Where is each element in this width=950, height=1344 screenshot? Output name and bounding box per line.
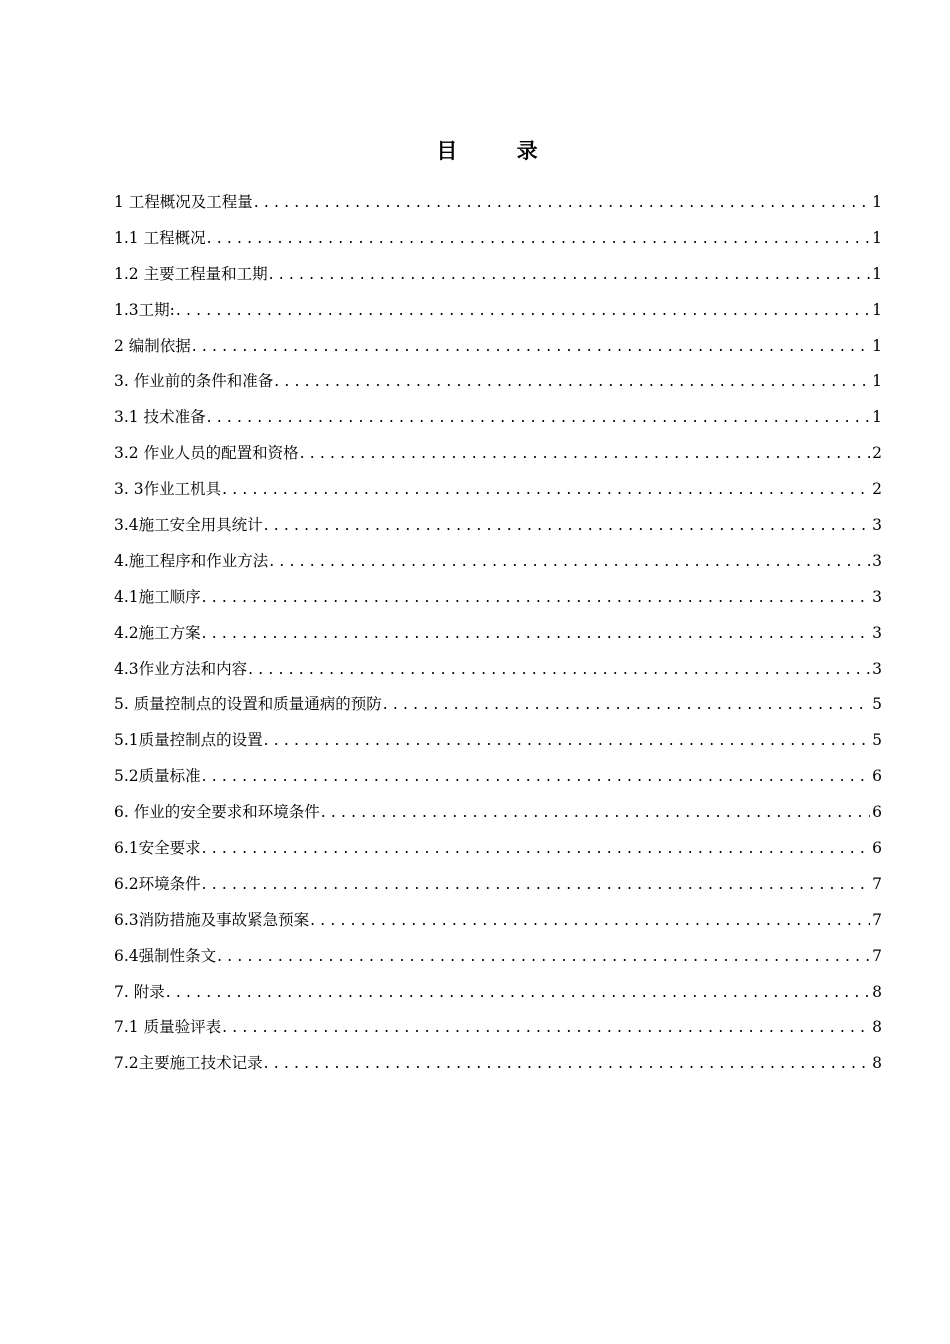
toc-entry[interactable]: [114, 331, 882, 367]
toc-entry-page: 5: [872, 731, 882, 750]
toc-entry-page: 1: [872, 228, 882, 247]
toc-entry[interactable]: [114, 474, 882, 510]
toc-entry-label: 7.1 质量验评表: [114, 1018, 222, 1037]
toc-entry-page: 3: [872, 516, 882, 535]
toc-entry[interactable]: [114, 187, 882, 223]
toc-entry-page: 7: [872, 874, 882, 893]
toc-entry-page: 3: [872, 587, 882, 606]
toc-entry-page: 1: [872, 193, 882, 211]
toc-dot-leader: [191, 331, 870, 361]
toc-entry[interactable]: [114, 582, 882, 618]
toc-entry-label: 3.4施工安全用具统计: [114, 516, 263, 535]
toc-entry-page: 1: [872, 264, 882, 283]
toc-entry-label: 3. 作业前的条件和准备: [114, 372, 274, 391]
toc-dot-leader: [201, 833, 870, 863]
toc-entry-label: 3. 3作业工机具: [114, 480, 222, 499]
toc-entry-page: 1: [872, 372, 882, 391]
toc-entry[interactable]: [114, 689, 882, 725]
toc-entry-page: 2: [872, 444, 882, 463]
toc-entry-page: 1: [872, 408, 882, 427]
toc-entry-label: 1.3工期:: [114, 300, 175, 319]
toc-entry[interactable]: [114, 725, 882, 761]
toc-entry-page: 5: [872, 695, 882, 714]
toc-dot-leader: [268, 546, 870, 576]
toc-dot-leader: [165, 977, 870, 1007]
toc-entry[interactable]: [114, 295, 882, 331]
toc-entry-label: 1 工程概况及工程量: [114, 193, 253, 211]
toc-entry[interactable]: [114, 1012, 882, 1048]
toc-entry[interactable]: [114, 510, 882, 546]
toc-entry-label: 5. 质量控制点的设置和质量通病的预防: [114, 695, 382, 714]
toc-entry-label: 6.4强制性条文: [114, 946, 217, 965]
toc-dot-leader: [247, 654, 870, 684]
toc-entry-page: 1: [872, 336, 882, 355]
toc-entry-label: 6. 作业的安全要求和环境条件: [114, 803, 320, 822]
toc-entry-page: 1: [872, 300, 882, 319]
toc-entry[interactable]: [114, 797, 882, 833]
toc-entry-label: 1.1 工程概况: [114, 228, 206, 247]
toc-dot-leader: [263, 725, 870, 755]
toc-entry-page: 3: [872, 623, 882, 642]
toc-dot-leader: [206, 223, 871, 253]
toc-entry-label: 3.2 作业人员的配置和资格: [114, 444, 299, 463]
toc-entry-label: 3.1 技术准备: [114, 408, 206, 427]
toc-entry[interactable]: [114, 438, 882, 474]
toc-entry-label: 7.2主要施工技术记录: [114, 1054, 263, 1073]
toc-entry-label: 6.1安全要求: [114, 839, 201, 858]
toc-entry[interactable]: [114, 366, 882, 402]
toc-dot-leader: [320, 797, 870, 827]
toc-entry-page: 8: [872, 1018, 882, 1037]
toc-dot-leader: [382, 689, 870, 719]
toc-dot-leader: [206, 402, 871, 432]
toc-entry-page: 6: [872, 839, 882, 858]
toc-entry-label: 4.2施工方案: [114, 623, 201, 642]
toc-dot-leader: [201, 582, 870, 612]
toc-entry[interactable]: [114, 761, 882, 797]
toc-entry[interactable]: [114, 223, 882, 259]
toc-entry[interactable]: [114, 618, 882, 654]
toc-dot-leader: [201, 869, 870, 899]
toc-entry-label: 5.1质量控制点的设置: [114, 731, 263, 750]
toc-dot-leader: [221, 1012, 870, 1042]
toc-dot-leader: [221, 474, 870, 504]
toc-dot-leader: [201, 618, 870, 648]
toc-entry-label: 4.施工程序和作业方法: [114, 551, 269, 570]
toc-entry-label: 6.3消防措施及事故紧急预案: [114, 910, 310, 929]
toc-entry[interactable]: [114, 833, 882, 869]
toc-entry[interactable]: [114, 259, 882, 295]
toc-entry[interactable]: [114, 869, 882, 905]
toc-entry-page: 8: [872, 1054, 882, 1073]
toc-entry-label: 1.2 主要工程量和工期: [114, 264, 268, 283]
toc-entry[interactable]: [114, 546, 882, 582]
toc-entry-page: 3: [872, 659, 882, 678]
toc-entry[interactable]: [114, 654, 882, 690]
toc-dot-leader: [309, 905, 870, 935]
toc-title: 目 录: [436, 138, 564, 163]
toc-entry-label: 6.2环境条件: [114, 874, 201, 893]
toc-dot-leader: [299, 438, 871, 468]
toc-entry[interactable]: [114, 941, 882, 977]
toc-entry-page: 7: [872, 910, 882, 929]
toc-entry-label: 7. 附录: [114, 982, 165, 1001]
toc-entry-label: 5.2质量标准: [114, 767, 201, 786]
toc-dot-leader: [268, 259, 871, 289]
toc-entry[interactable]: [114, 905, 882, 941]
toc-dot-leader: [273, 366, 870, 396]
toc-entry[interactable]: [114, 977, 882, 1013]
toc-entry-label: 2 编制依据: [114, 336, 191, 355]
toc-dot-leader: [216, 941, 870, 971]
toc-entry-page: 3: [872, 551, 882, 570]
toc-entry[interactable]: [114, 402, 882, 438]
toc-dot-leader: [263, 1048, 870, 1078]
toc-dot-leader: [175, 295, 870, 325]
toc-list: [114, 187, 882, 1084]
toc-dot-leader: [263, 510, 870, 540]
toc-entry-label: 4.1施工顺序: [114, 587, 201, 606]
toc-entry-page: 6: [872, 767, 882, 786]
toc-entry-page: 8: [872, 982, 882, 1001]
toc-dot-leader: [201, 761, 870, 791]
toc-entry[interactable]: [114, 1048, 882, 1084]
toc-entry-page: 2: [872, 480, 882, 499]
toc-entry-page: 7: [872, 946, 882, 965]
toc-dot-leader: [253, 187, 870, 217]
toc-entry-page: 6: [872, 803, 882, 822]
toc-entry-label: 4.3作业方法和内容: [114, 659, 248, 678]
